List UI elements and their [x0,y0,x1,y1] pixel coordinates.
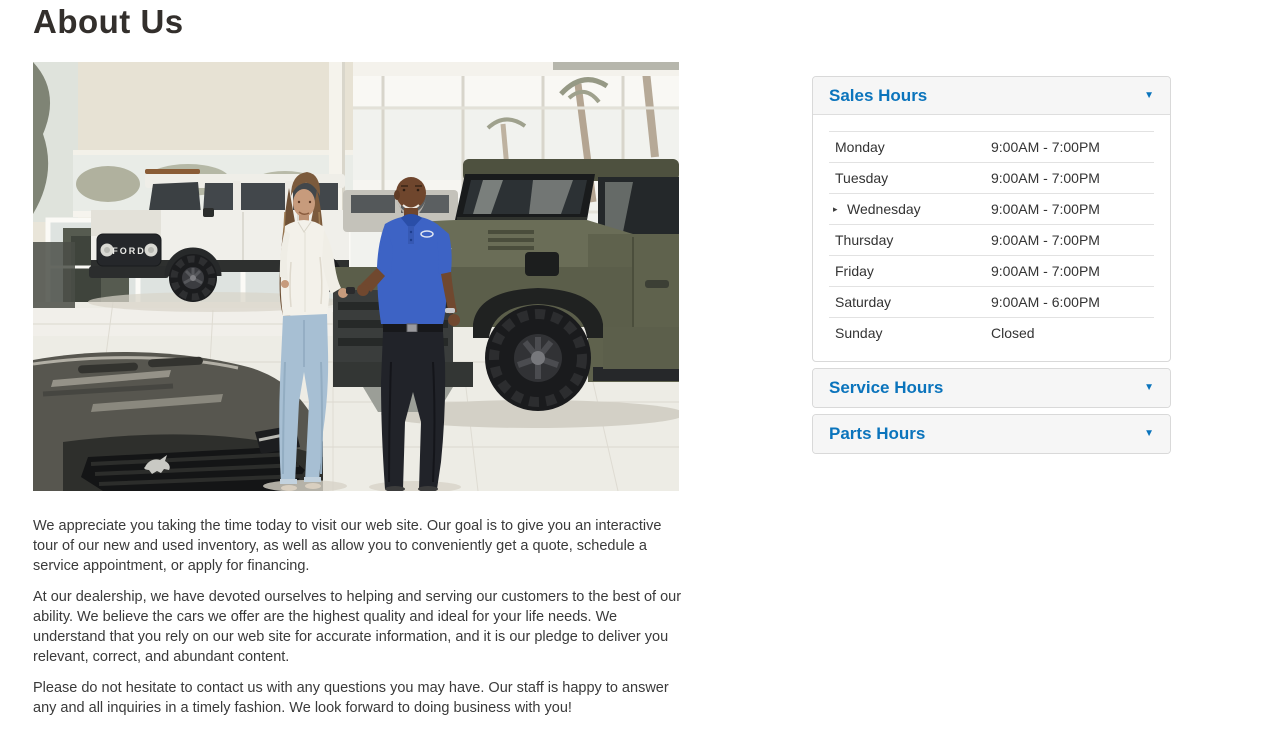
day-label: Thursday [835,232,894,248]
key-fob [346,287,355,294]
hours-value: 9:00AM - 7:00PM [991,170,1100,186]
page-title: About Us [33,3,184,40]
hours-row [829,286,1154,317]
about-paragraph-3: Please do not hesitate to contact us with any questions you may have. Our staff is happy to answer any and all inquiries in a timely fashion. We look forward to doing business with you! [33,680,669,716]
showroom-photo-illustration [33,62,679,491]
hours-value: 9:00AM - 7:00PM [991,263,1100,279]
sales-hours-title: Sales Hours [829,85,928,105]
caret-down-icon: ▼ [1144,428,1154,439]
about-paragraph-1: We appreciate you taking the time today to visit our web site. Our goal is to give you an interactive tour of our new and used inventory, as well as allow you to conveniently get a quote, schedule a service appointment, or apply for financing. [33,518,662,574]
hours-value: Closed [991,325,1035,341]
parts-hours-header[interactable] [813,415,1170,453]
hours-value: 9:00AM - 7:00PM [991,139,1100,155]
sales-hours-body [813,115,1170,361]
current-day-icon: ▸ [833,203,838,214]
hours-row [829,317,1154,348]
day-label: Wednesday [847,201,921,217]
caret-down-icon: ▼ [1144,382,1154,393]
showroom-photo [33,62,679,491]
service-hours-title: Service Hours [829,378,944,397]
parts-hours-panel [812,414,1171,454]
day-label: Sunday [835,325,883,341]
sales-hours-panel [812,76,1171,362]
about-paragraph-2: At our dealership, we have devoted ourselves to helping and serving our customers to the best of our ability. We believe the cars we offer are the highest quality and ideal for your life needs. We understand that you rely on our web site for accurate information, and it is our pledge to deliver you relevant, correct, and abundant content. [33,589,682,665]
hours-value: 9:00AM - 7:00PM [991,201,1100,217]
day-label: Friday [835,263,874,279]
day-label: Saturday [835,294,892,310]
hours-row-current-day [829,193,1154,224]
day-label: Tuesday [835,170,889,186]
hours-row [829,255,1154,286]
bronco-grille-text: FORD [112,246,146,256]
service-hours-header[interactable] [813,369,1170,407]
hours-value: 9:00AM - 6:00PM [991,294,1100,310]
hours-row [829,224,1154,255]
caret-down-icon: ▼ [1144,89,1154,101]
day-label: Monday [835,139,885,155]
parts-hours-title: Parts Hours [829,424,926,443]
hours-row [829,162,1154,193]
hours-value: 9:00AM - 7:00PM [991,232,1100,248]
sales-hours-header[interactable] [813,77,1170,115]
hours-accordion [812,76,1171,460]
service-hours-panel [812,368,1171,408]
background-vehicle [33,242,75,308]
hours-row [829,131,1154,162]
about-copy [33,516,688,729]
